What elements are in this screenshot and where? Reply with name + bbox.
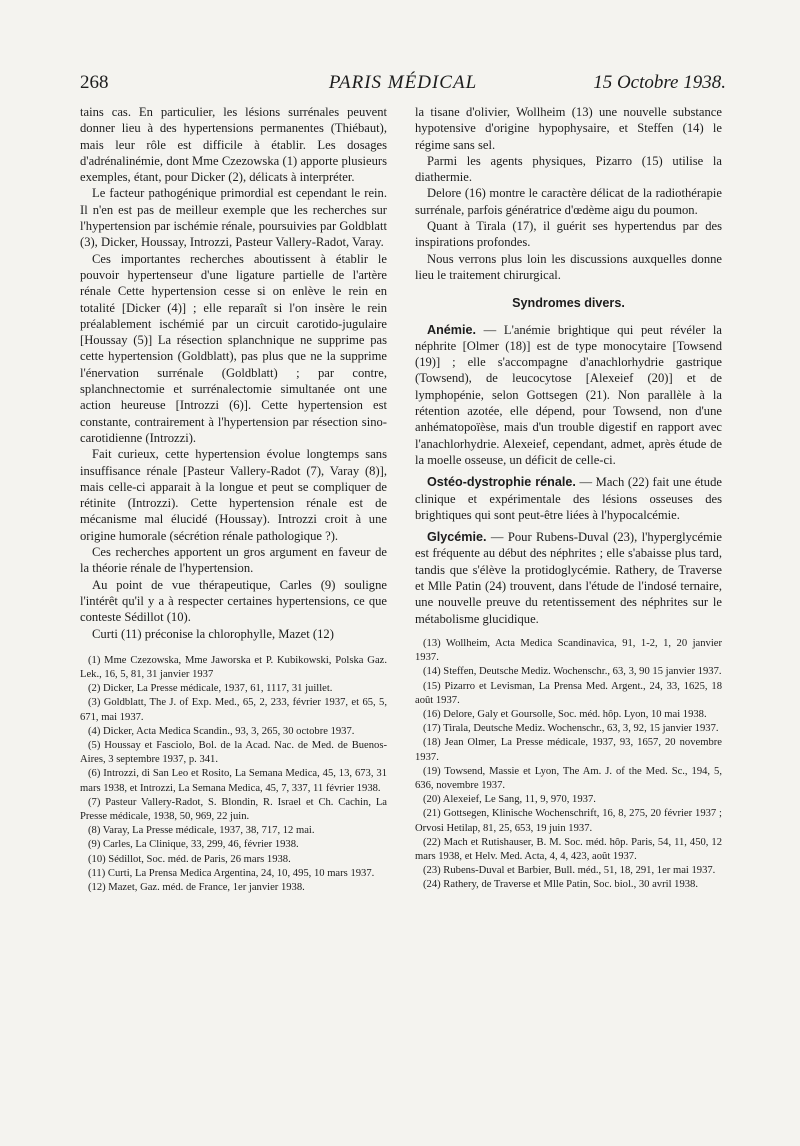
- paragraph-osteo: [415, 474, 722, 523]
- section-heading: Syndromes divers.: [512, 296, 625, 311]
- paragraph: Nous verrons plus loin les discussions auxquelles donne lieu le traitement chirurgical.: [415, 251, 722, 282]
- journal-title: PARIS MÉDICAL: [328, 72, 478, 93]
- footnote: (6) Introzzi, di San Leo et Rosito, La Semana Medica, 45, 13, 673, 31 mars 1938, et Introzzi, La Semana Medica, 45, 7, 337, 11 février 1938.: [80, 768, 387, 794]
- footnotes-right: [415, 637, 722, 893]
- paragraph: Fait curieux, cette hypertension évolue longtemps sans insuffisance rénale [Pasteur Vallery-Radot (7), Varay (8)], mais celle-ci apparait à la longue et peut se compliquer de rétinite (Introzzi). Cette hypertension rénale est de mécanisme mal élucidé (Houssay). Introzzi croit à une origine humorale (sécrétion rénale pathologique ?).: [80, 447, 387, 543]
- footnote: (8) Varay, La Presse médicale, 1937, 38, 717, 12 mai.: [88, 825, 315, 837]
- issue-date: 15 Octobre 1938.: [593, 72, 726, 93]
- footnote: (15) Pizarro et Levisman, La Prensa Med. Argent., 24, 33, 1625, 18 août 1937.: [415, 680, 722, 706]
- paragraph-glycemie: [415, 529, 722, 627]
- footnote: (20) Alexeief, Le Sang, 11, 9, 970, 1937.: [423, 794, 596, 806]
- footnote: (22) Mach et Rutishauser, B. M. Soc. méd. hôp. Paris, 54, 11, 450, 12 mars 1938, et Helv. Med. Acta, 4, 4, 423, août 1937.: [415, 836, 722, 862]
- paragraph: Au point de vue thérapeutique, Carles (9) souligne l'intérêt qu'il y a à respecter certaines hypertensions, ce que conteste Sédillot (10).: [80, 577, 387, 625]
- footnote: (5) Houssay et Fasciolo, Bol. de la Acad. Nac. de Med. de Buenos-Aires, 3 septembre 1937, p. 341.: [80, 740, 387, 766]
- paragraph: Parmi les agents physiques, Pizarro (15) utilise la diathermie.: [415, 153, 722, 185]
- paragraph-text: — Mach (22) fait une étude clinique et expérimentale des lésions osseuses des brightiques qui sont peut-être liées à l'hypocalcémie.: [415, 475, 722, 522]
- footnote: (24) Rathery, de Traverse et Mlle Patin, Soc. biol., 30 avril 1938.: [423, 879, 699, 891]
- footnote: (17) Tirala, Deutsche Mediz. Wochenschr., 63, 3, 92, 15 janvier 1937.: [423, 723, 719, 735]
- footnote: (16) Delore, Galy et Goursolle, Soc. méd. hôp. Lyon, 10 mai 1938.: [423, 708, 707, 720]
- footnotes-left: [80, 654, 387, 895]
- paragraph-anemie: [415, 322, 722, 469]
- footnote: (2) Dicker, La Presse médicale, 1937, 61, 1117, 31 juillet.: [88, 683, 333, 695]
- paragraph: Curti (11) préconise la chlorophylle, Mazet (12): [92, 626, 334, 641]
- paragraph: tains cas. En particulier, les lésions surrénales peuvent donner lieu à des hypertensions permanentes (Thiébaut), mais leur rôle est difficile à établir. Les dosages d'adrénalinémie, dont Mme Czezowska (1) apporte plusieurs exemples, étant, pour Dicker (2), délicats à interpréter.: [80, 105, 387, 185]
- paragraph: Quant à Tirala (17), il guérit ses hypertendus par des inspirations profondes.: [415, 219, 722, 250]
- footnote: (23) Rubens-Duval et Barbier, Bull. méd., 51, 18, 291, 1er mai 1937.: [423, 865, 716, 877]
- footnote: (3) Goldblatt, The J. of Exp. Med., 65, 2, 233, février 1937, et 65, 5, 671, mai 1937.: [80, 697, 387, 723]
- page-number: 268: [80, 72, 109, 93]
- paragraph: Ces importantes recherches aboutissent à établir le pouvoir hypertenseur d'une ligature partielle de l'artère rénale Cette hypertension cesse si on enlève le rein en totalité [Dicker (4)] ; elle reparaît si l'on insère le rein préalablement ischémié par un circuit carotido-jugulaire [Houssay (5)] La résection splanchnique ne supprime pas cette hypertension (Goldblatt), pas plus que ne la supprime l'énervation surrénale (Goldblatt) ; par contre, splanchnectomie et surrénalectomie simultanée ont une action heureuse [Introzzi (6)]. Cette hypertension est constante, contrairement à l'hypertension par résection sino-carotidienne (Introzzi).: [80, 251, 387, 445]
- footnote: (13) Wollheim, Acta Medica Scandinavica, 91, 1-2, 1, 20 janvier 1937.: [415, 637, 722, 664]
- paragraph: la tisane d'olivier, Wollheim (13) une nouvelle substance hypotensive d'origine hypophysaire, et Steffen (14) le régime sans sel.: [415, 105, 722, 152]
- left-column: [80, 104, 387, 895]
- right-column: [415, 104, 722, 893]
- paragraph-text: — L'anémie brightique qui peut révéler la néphrite [Olmer (18)] est de type monocytaire [Towsend (19)] ; elle s'accompagne d'anachlorhydrie gastrique (Towsend), de leucocytose [Alexeief (20)] et de lymphopénie, selon Gottsegen (21). Non parallèle à la rétention azotée, elle dépend, pour Towsend, non d'une anhématopoïèse, mais d'un trouble digestif en rapport avec l'anachlorhydrie. Alexeief, cependant, admet, après étude de la moelle osseuse, un déficit de celle-ci.: [415, 322, 722, 467]
- paragraph: Delore (16) montre le caractère délicat de la radiothérapie surrénale, parfois génératrice d'œdème aigu du poumon.: [415, 186, 722, 217]
- paragraph: Le facteur pathogénique primordial est cependant le rein. Il n'en est pas de meilleur exemple que les recherches sur l'hypertension par ischémie rénale, poursuivies par Goldblatt (3), Dicker, Houssay, Introzzi, Pasteur Vallery-Radot, Varay.: [80, 186, 387, 250]
- paragraph-text: — Pour Rubens-Duval (23), l'hyperglycémie est fréquente au début des néphrites ; elle s'abaisse plus tard, tandis que s'élève la protidoglycémie. Rathery, de Traverse et Mlle Patin (24) trouvent, dans l'étude de l'indosé ternaire, une nouvelle preuve du retentissement des néphrites sur le métabolisme glucidique.: [415, 530, 722, 626]
- footnote: (18) Jean Olmer, La Presse médicale, 1937, 93, 1657, 20 novembre 1937.: [415, 737, 722, 763]
- footnote: (19) Towsend, Massie et Lyon, The Am. J. of the Med. Sc., 194, 5, 636, novembre 1937.: [415, 765, 722, 791]
- footnote: (12) Mazet, Gaz. méd. de France, 1er janvier 1938.: [88, 882, 305, 894]
- footnote: (10) Sédillot, Soc. méd. de Paris, 26 mars 1938.: [88, 853, 291, 865]
- footnote: (11) Curti, La Prensa Medica Argentina, 24, 10, 495, 10 mars 1937.: [88, 867, 375, 879]
- footnote: (7) Pasteur Vallery-Radot, S. Blondin, R. Israel et Ch. Cachin, La Presse médicale, 1938, 50, 969, 22 juin.: [80, 796, 387, 823]
- footnote: (9) Carles, La Clinique, 33, 299, 46, février 1938.: [88, 839, 299, 851]
- footnote: (4) Dicker, Acta Medica Scandin., 93, 3, 265, 30 octobre 1937.: [88, 725, 355, 737]
- run-in-heading: Glycémie.: [427, 530, 487, 545]
- run-in-heading: Anémie.: [427, 322, 476, 337]
- running-header: [80, 72, 726, 102]
- footnote: (1) Mme Czezowska, Mme Jaworska et P. Kubikowski, Polska Gaz. Lek., 16, 5, 81, 31 janvier 1937: [80, 654, 387, 680]
- run-in-heading: Ostéo-dystrophie rénale.: [427, 475, 576, 490]
- footnote: (14) Steffen, Deutsche Mediz. Wochenschr., 63, 3, 90 15 janvier 1937.: [423, 666, 722, 678]
- footnote: (21) Gottsegen, Klinische Wochenschrift, 16, 8, 275, 20 février 1937 ; Orvosi Hetilap, 81, 25, 653, 19 juin 1937.: [415, 808, 722, 834]
- paragraph: Ces recherches apportent un gros argument en faveur de la théorie rénale de l'hypertension.: [80, 545, 387, 576]
